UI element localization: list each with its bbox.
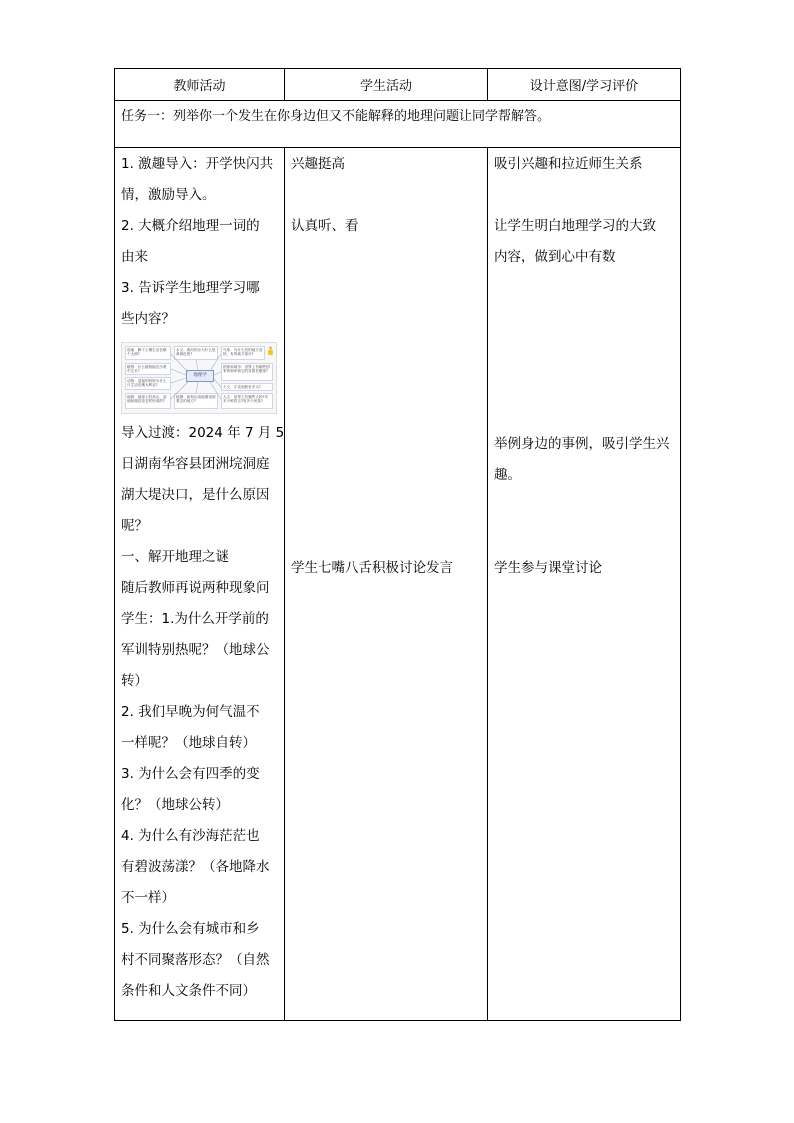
task-one-text: 任务一：列举你一个发生在你身边但又不能解释的地理问题让同学帮解答。 <box>115 101 681 148</box>
header-teacher-activity: 教师活动 <box>115 69 285 101</box>
teacher-line: 转） <box>121 673 148 689</box>
teacher-line: 情，激励导入。 <box>121 187 216 203</box>
mindmap-connectors <box>122 343 276 413</box>
teacher-line: 1. 激趣导入：开学快闪共 <box>121 156 274 172</box>
mindmap-box: 国家和城市：世界上有哪些国家的和印和它的首都在哪里? <box>221 363 273 381</box>
teacher-line: 村不同聚落形态？（自然 <box>121 952 270 968</box>
teacher-line: 一、解开地理之谜 <box>121 549 229 565</box>
design-line: 内容，做到心中有数 <box>494 249 616 265</box>
mindmap-box: 说地：脚下土壤生活在哪个大洲? <box>125 346 171 360</box>
teacher-line: 化？（地球公转） <box>121 797 229 813</box>
teacher-line: 导入过渡：2024 年 7 月 5 <box>121 425 285 441</box>
mindmap-center: 地理学 <box>186 370 214 382</box>
teacher-line: 由来 <box>121 249 148 265</box>
teacher-line: 呢？ <box>121 518 148 534</box>
student-line: 兴趣挺高 <box>291 156 345 172</box>
teacher-line: 一样呢？（地球自转） <box>121 735 256 751</box>
lesson-plan-table <box>114 68 681 1021</box>
mindmap-box: 动物：袋鼠的妈妈为什么只生活在澳大利亚? <box>125 377 171 390</box>
header-design-intent: 设计意图/学习评价 <box>488 69 681 101</box>
teacher-line: 些内容？ <box>121 311 175 327</box>
task-row <box>115 101 681 148</box>
mindmap-box: 人文：世界上有哪些人种?有多少种语言?有多少民族? <box>221 393 273 409</box>
mindmap-box: 水文：黄河的水为什么是黄颜色的? <box>174 346 218 360</box>
teacher-activity-cell <box>115 148 285 1021</box>
design-line: 举例身边的事例，吸引学生兴 <box>494 436 670 452</box>
student-line: 学生七嘴八舌积极讨论发言 <box>291 560 453 576</box>
teacher-line: 条件和人文条件不同） <box>121 983 256 999</box>
teacher-line: 湖大堤决口，是什么原因 <box>121 487 270 503</box>
teacher-line: 日湖南华容县团洲垸洞庭 <box>121 456 270 472</box>
mindmap-box: 地貌：地球上的高山、盆地和湖泊是怎样形成的? <box>125 393 171 409</box>
teacher-line: 4. 为什么有沙海茫茫也 <box>121 828 260 844</box>
header-student-activity: 学生活动 <box>285 69 488 101</box>
mindmap-box: 气象：为什么有的地方炎热，有的地方寒冷? <box>221 346 265 360</box>
teacher-line: 随后教师再说两种现象问 <box>121 580 270 596</box>
design-line: 趣。 <box>494 467 521 483</box>
mindmap-box: 植物：什么植物能在沙漠中生长? <box>125 363 171 375</box>
teacher-line: 学生：1.为什么开学前的 <box>121 611 269 627</box>
design-line: 让学生明白地理学习的大致 <box>494 218 656 234</box>
content-row <box>115 148 681 1021</box>
geography-mindmap-image <box>121 342 277 414</box>
header-row <box>115 69 681 101</box>
mindmap-box: 地图：如何运用地图找到要去的地方? <box>174 393 218 409</box>
mindmap-box: 天文：宇宙到底有多大? <box>221 383 273 391</box>
teacher-line: 2. 大概介绍地理一词的 <box>121 218 260 234</box>
teacher-line: 3. 为什么会有四季的变 <box>121 766 260 782</box>
teacher-line: 5. 为什么会有城市和乡 <box>121 921 260 937</box>
student-line: 认真听、看 <box>291 218 359 234</box>
design-line: 吸引兴趣和拉近师生关系 <box>494 156 643 172</box>
teacher-line: 军训特别热呢？（地球公 <box>121 642 270 658</box>
teacher-line: 2. 我们早晚为何气温不 <box>121 704 260 720</box>
teacher-line: 3. 告诉学生地理学习哪 <box>121 280 260 296</box>
teacher-line: 有碧波荡漾？（各地降水 <box>121 859 270 875</box>
design-intent-cell <box>488 148 681 1021</box>
student-activity-cell <box>285 148 488 1021</box>
teacher-line: 不一样） <box>121 890 175 906</box>
design-line: 学生参与课堂讨论 <box>494 560 602 576</box>
